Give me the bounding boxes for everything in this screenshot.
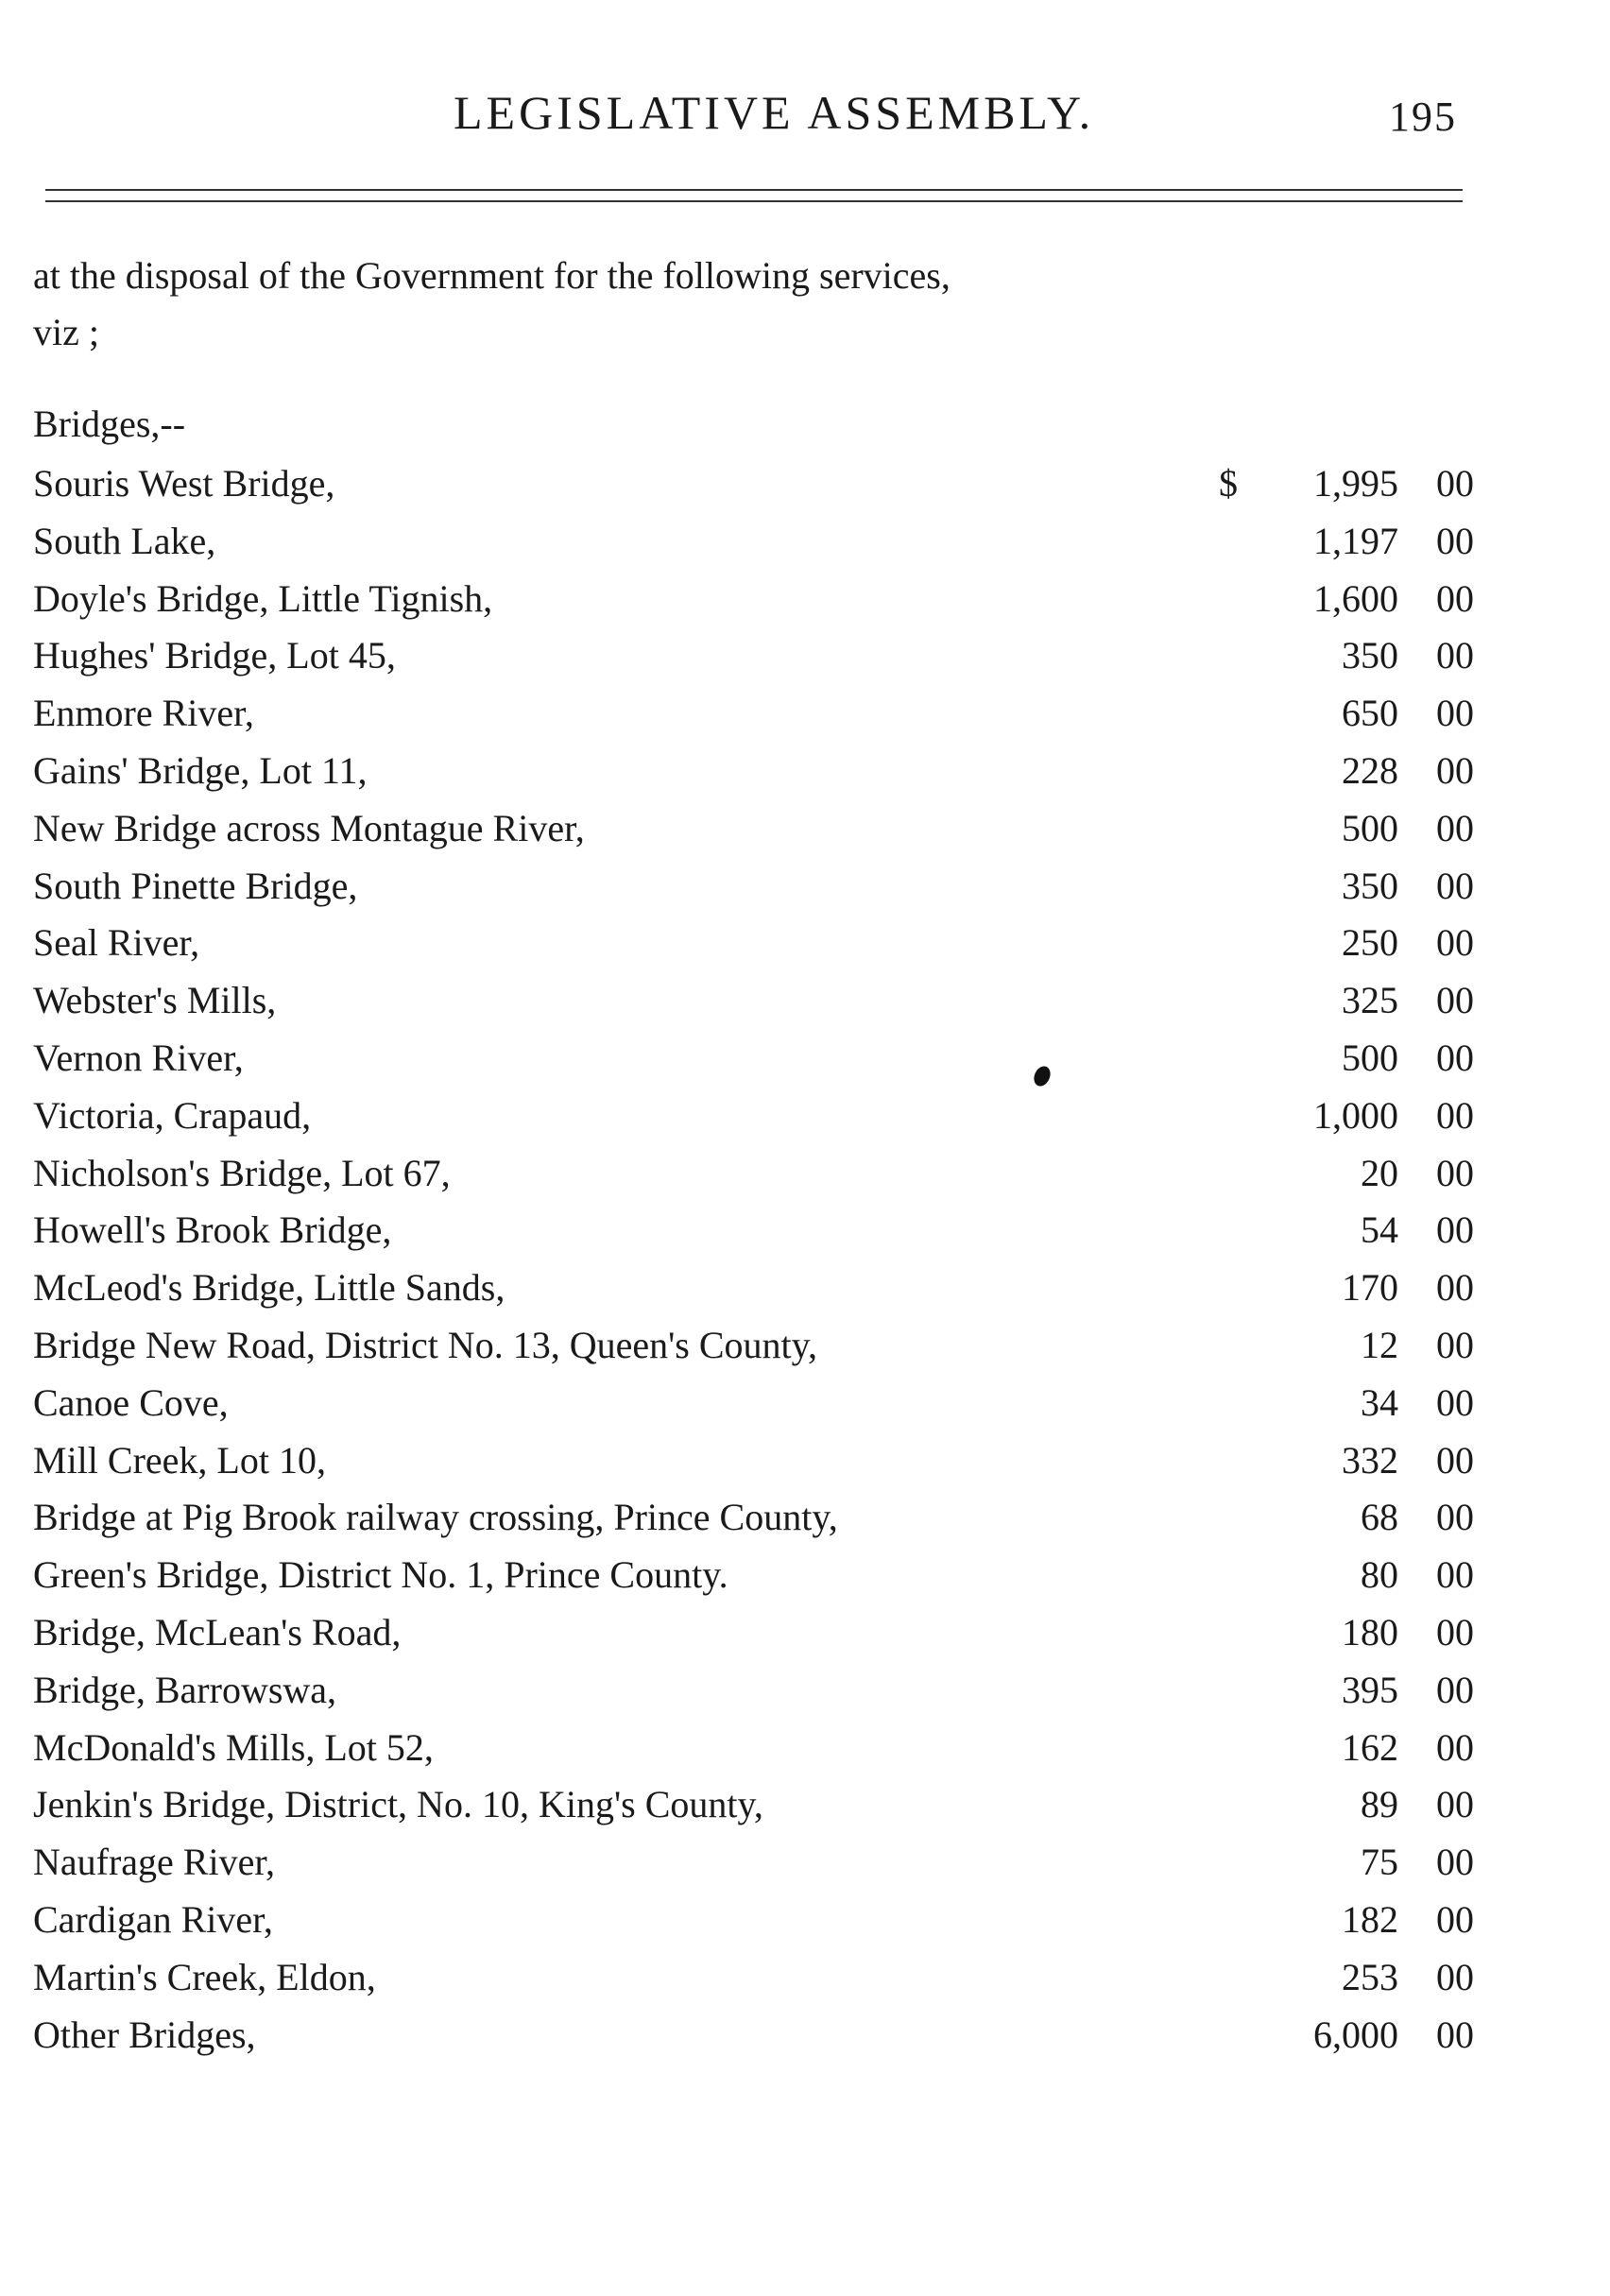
item-dollars: 1,000 xyxy=(1313,1093,1398,1137)
item-label: Bridge, McLean's Road, xyxy=(33,1610,402,1653)
item-cents: 00 xyxy=(1436,1553,1474,1597)
item-cents: 00 xyxy=(1436,1323,1474,1366)
item-cents: 00 xyxy=(1436,1496,1474,1539)
item-dollars: 253 xyxy=(1342,1955,1398,1998)
item-cents: 00 xyxy=(1436,864,1474,907)
item-cents: 00 xyxy=(1436,2013,1474,2056)
item-label: Canoe Cove, xyxy=(33,1380,229,1424)
item-dollars: 89 xyxy=(1361,1783,1398,1826)
item-dollars: 20 xyxy=(1361,1151,1398,1194)
list-item xyxy=(33,1776,1474,1834)
list-item xyxy=(33,858,1474,916)
page-number: 195 xyxy=(1389,94,1457,140)
list-item xyxy=(33,1375,1474,1432)
item-cents: 00 xyxy=(1436,519,1474,562)
currency-symbol: $ xyxy=(1219,462,1238,505)
item-dollars: 54 xyxy=(1361,1208,1398,1252)
item-cents: 00 xyxy=(1436,748,1474,792)
item-label: McLeod's Bridge, Little Sands, xyxy=(33,1266,505,1310)
item-dollars: 500 xyxy=(1342,1036,1398,1079)
item-cents: 00 xyxy=(1436,1380,1474,1424)
list-item xyxy=(33,1892,1474,1949)
item-label: Green's Bridge, District No. 1, Prince County. xyxy=(33,1553,728,1597)
page-title: LEGISLATIVE ASSEMBLY. xyxy=(454,86,1095,139)
header-rule-bottom xyxy=(45,200,1463,202)
list-item xyxy=(33,1088,1474,1145)
intro-paragraph xyxy=(33,248,1403,361)
item-dollars: 250 xyxy=(1342,921,1398,965)
appropriations-list xyxy=(33,455,1474,2064)
item-dollars: 1,197 xyxy=(1313,519,1398,562)
item-label: Bridge, Barrowswa, xyxy=(33,1668,337,1711)
item-label: Victoria, Crapaud, xyxy=(33,1093,312,1137)
item-cents: 00 xyxy=(1436,1093,1474,1137)
item-label: Hughes' Bridge, Lot 45, xyxy=(33,634,396,677)
item-cents: 00 xyxy=(1436,1783,1474,1826)
list-item xyxy=(33,2007,1474,2065)
item-label: Bridge at Pig Brook railway crossing, Prince County, xyxy=(33,1496,838,1539)
item-dollars: 180 xyxy=(1342,1610,1398,1653)
list-item xyxy=(33,1432,1474,1490)
item-dollars: 350 xyxy=(1342,864,1398,907)
item-dollars: 395 xyxy=(1342,1668,1398,1711)
list-item xyxy=(33,1145,1474,1203)
item-label: Bridge New Road, District No. 13, Queen's County, xyxy=(33,1323,818,1366)
list-item xyxy=(33,1259,1474,1317)
intro-line-2: viz ; xyxy=(33,311,99,353)
item-dollars: 1,600 xyxy=(1313,576,1398,620)
list-item xyxy=(33,1489,1474,1547)
item-label: Doyle's Bridge, Little Tignish, xyxy=(33,576,493,620)
item-dollars: 80 xyxy=(1361,1553,1398,1597)
item-label: Seal River, xyxy=(33,921,200,965)
item-dollars: 332 xyxy=(1342,1438,1398,1482)
item-label: Souris West Bridge, xyxy=(33,462,335,505)
header-rule-top xyxy=(45,189,1463,191)
item-dollars: 68 xyxy=(1361,1496,1398,1539)
item-label: McDonald's Mills, Lot 52, xyxy=(33,1725,434,1769)
item-label: Enmore River, xyxy=(33,692,254,735)
item-dollars: 500 xyxy=(1342,806,1398,849)
item-dollars: 325 xyxy=(1342,979,1398,1022)
list-item xyxy=(33,627,1474,685)
item-label: Martin's Creek, Eldon, xyxy=(33,1955,376,1998)
list-item xyxy=(33,743,1474,800)
intro-line-1: at the disposal of the Government for the following services, xyxy=(33,254,951,297)
item-label: Vernon River, xyxy=(33,1036,244,1079)
item-cents: 00 xyxy=(1436,1668,1474,1711)
item-cents: 00 xyxy=(1436,1151,1474,1194)
list-item xyxy=(33,1949,1474,2007)
item-cents: 00 xyxy=(1436,806,1474,849)
item-dollars: 228 xyxy=(1342,748,1398,792)
item-cents: 00 xyxy=(1436,1610,1474,1653)
item-cents: 00 xyxy=(1436,1955,1474,1998)
list-item xyxy=(33,685,1474,743)
list-item xyxy=(33,1720,1474,1777)
list-item xyxy=(33,455,1474,513)
item-label: Jenkin's Bridge, District, No. 10, King's County, xyxy=(33,1783,763,1826)
list-item xyxy=(33,1202,1474,1259)
item-label: South Lake, xyxy=(33,519,216,562)
item-dollars: 170 xyxy=(1342,1266,1398,1310)
item-label: Gains' Bridge, Lot 11, xyxy=(33,748,368,792)
list-item xyxy=(33,1547,1474,1604)
item-dollars: 1,995 xyxy=(1313,462,1398,505)
item-label: Other Bridges, xyxy=(33,2013,256,2056)
item-dollars: 6,000 xyxy=(1313,2013,1398,2056)
item-label: Cardigan River, xyxy=(33,1897,273,1941)
list-item xyxy=(33,972,1474,1030)
item-cents: 00 xyxy=(1436,1725,1474,1769)
list-item xyxy=(33,1317,1474,1375)
item-cents: 00 xyxy=(1436,1208,1474,1252)
item-cents: 00 xyxy=(1436,1266,1474,1310)
section-heading: Bridges,-- xyxy=(33,403,186,445)
item-cents: 00 xyxy=(1436,576,1474,620)
list-item xyxy=(33,915,1474,972)
item-label: New Bridge across Montague River, xyxy=(33,806,585,849)
item-dollars: 182 xyxy=(1342,1897,1398,1941)
item-dollars: 12 xyxy=(1361,1323,1398,1366)
item-dollars: 162 xyxy=(1342,1725,1398,1769)
item-label: South Pinette Bridge, xyxy=(33,864,358,907)
list-item xyxy=(33,1834,1474,1892)
item-cents: 00 xyxy=(1436,1438,1474,1482)
item-label: Mill Creek, Lot 10, xyxy=(33,1438,326,1482)
item-label: Howell's Brook Bridge, xyxy=(33,1208,392,1252)
list-item xyxy=(33,1604,1474,1662)
item-cents: 00 xyxy=(1436,979,1474,1022)
item-cents: 00 xyxy=(1436,462,1474,505)
item-cents: 00 xyxy=(1436,692,1474,735)
item-label: Webster's Mills, xyxy=(33,979,277,1022)
item-dollars: 350 xyxy=(1342,634,1398,677)
list-item xyxy=(33,800,1474,858)
list-item xyxy=(33,571,1474,628)
item-dollars: 650 xyxy=(1342,692,1398,735)
item-dollars: 34 xyxy=(1361,1380,1398,1424)
item-label: Naufrage River, xyxy=(33,1841,276,1884)
item-cents: 00 xyxy=(1436,1036,1474,1079)
running-head xyxy=(0,85,1610,142)
list-item xyxy=(33,513,1474,571)
item-cents: 00 xyxy=(1436,921,1474,965)
list-item xyxy=(33,1662,1474,1720)
item-label: Nicholson's Bridge, Lot 67, xyxy=(33,1151,451,1194)
item-cents: 00 xyxy=(1436,634,1474,677)
item-cents: 00 xyxy=(1436,1841,1474,1884)
list-item xyxy=(33,1030,1474,1088)
item-cents: 00 xyxy=(1436,1897,1474,1941)
item-dollars: 75 xyxy=(1361,1841,1398,1884)
